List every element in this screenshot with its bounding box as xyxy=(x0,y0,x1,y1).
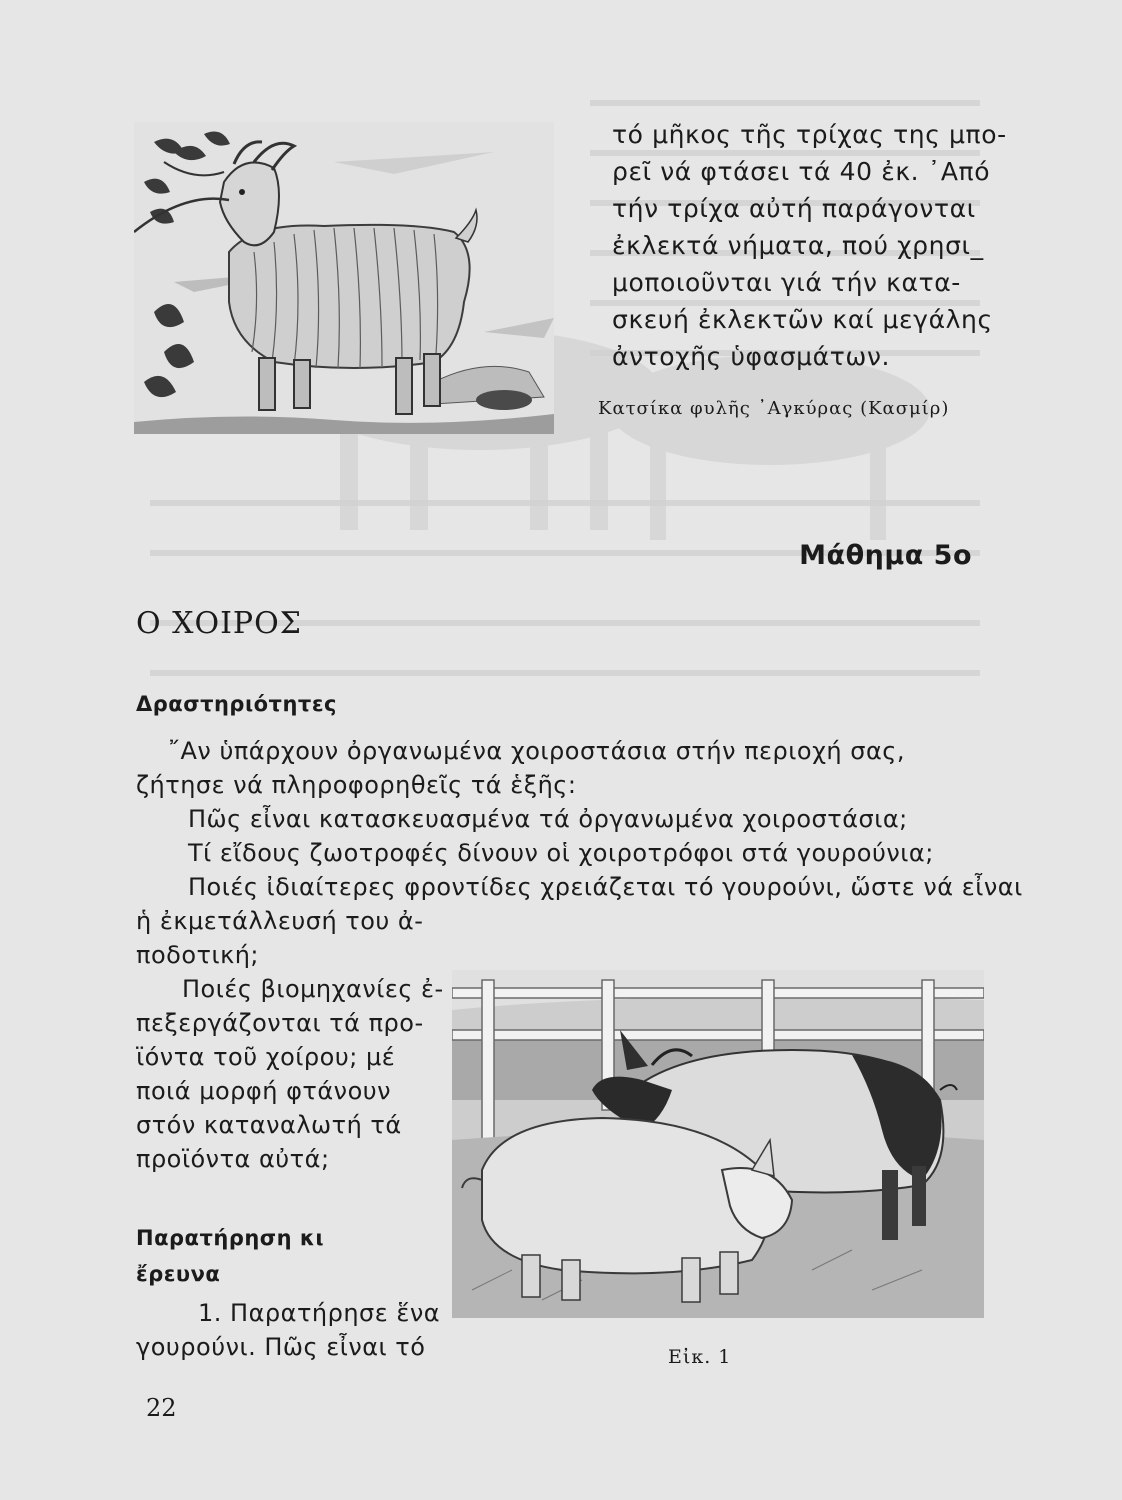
activities-line: ϊόντα τοῦ χοίρου; μέ xyxy=(136,1043,396,1071)
activities-line: Ποιές βιομηχανίες ἐ- xyxy=(182,975,444,1003)
pigs-illustration xyxy=(452,970,984,1318)
activities-question: Ποιές ἰδιαίτερες φροντίδες χρειάζεται τό γουρούνι, ὥστε νά εἶναι xyxy=(188,873,1023,901)
goat-text-line: τήν τρίχα αὐτή παράγονται xyxy=(612,194,976,223)
observation-line: γουρούνι. Πῶς εἶναι τό xyxy=(136,1333,426,1361)
goat-text-line: ἐκλεκτά νήματα, πού χρησι_ xyxy=(612,231,984,260)
goat-text-line: ρεῖ νά φτάσει τά 40 ἐκ. ᾽Από xyxy=(612,157,991,186)
page-number: 22 xyxy=(146,1394,177,1422)
observation-heading xyxy=(136,1220,324,1292)
goat-text-line: ἀντοχῆς ὑφασμάτων. xyxy=(612,342,891,371)
pigs-figure-caption: Εἰκ. 1 xyxy=(668,1346,732,1368)
observation-heading-line: Παρατήρηση κι xyxy=(136,1226,325,1250)
activities-line: ῎Αν ὑπάρχουν ὀργανωμένα χοιροστάσια στήν περιοχή σας, xyxy=(168,737,906,765)
activities-question: Τί εἴδους ζωοτροφές δίνουν οἱ χοιροτρόφοι στά γουρούνια; xyxy=(188,839,934,867)
activities-line: στόν καταναλωτή τά xyxy=(136,1111,402,1139)
activities-question: Πῶς εἶναι κατασκευασμένα τά ὀργανωμένα χοιροστάσια; xyxy=(188,805,908,833)
goat-text-line: σκευή ἐκλεκτῶν καί μεγάλης xyxy=(612,305,993,334)
lesson-number: Μάθημα 5ο xyxy=(799,540,972,571)
activities-line: ζήτησε νά πληροφορηθεῖς τά ἑξῆς: xyxy=(136,771,577,799)
observation-line: 1. Παρατήρησε ἕνα xyxy=(198,1299,441,1327)
activities-line: ἡ ἐκμετάλλευσή του ἀ- xyxy=(136,907,424,935)
observation-heading-line: ἔρευνα xyxy=(136,1262,221,1286)
goat-figure-caption: Κατσίκα φυλῆς ᾽Αγκύρας (Κασμίρ) xyxy=(598,398,950,419)
activities-paragraph xyxy=(136,734,1023,904)
activities-line: προϊόντα αὐτά; xyxy=(136,1145,330,1173)
observation-paragraph xyxy=(136,1296,440,1364)
chapter-title: Ο ΧΟΙΡΟΣ xyxy=(136,606,302,641)
activities-line: ποιά μορφή φτάνουν xyxy=(136,1077,392,1105)
goat-description xyxy=(612,116,1007,375)
activities-heading: Δραστηριότητες xyxy=(136,692,337,716)
activities-narrow-column xyxy=(136,904,444,1176)
activities-line: πεξεργάζονται τά προ- xyxy=(136,1009,424,1037)
goat-text-line: μοποιοῦνται γιά τήν κατα- xyxy=(612,268,961,297)
angora-goat-illustration xyxy=(134,122,554,434)
activities-line: ποδοτική; xyxy=(136,941,260,969)
goat-text-line: τό μῆκος τῆς τρίχας της μπο- xyxy=(612,120,1007,149)
